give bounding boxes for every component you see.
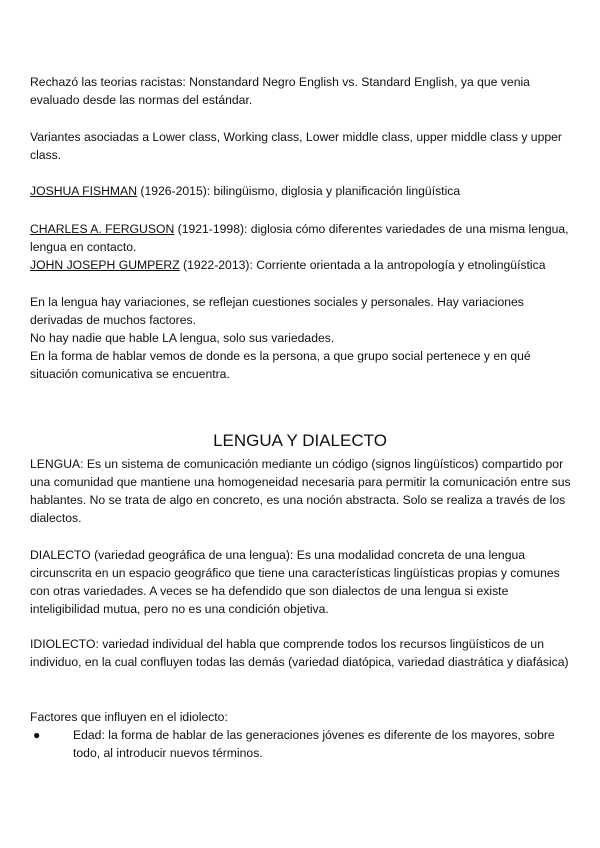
- author-desc-gumperz: (1922-2013): Corriente orientada a la antropología y etnolingüística: [179, 258, 546, 272]
- paragraph-dialecto-def: DIALECTO (variedad geográfica de una lengua): Es una modalidad concreta de una lengua circunscrita en un espacio geográfico que tiene una características lingüísticas propias y comunes con otras variedades. A veces se ha defendido que son dialectos de una lengua si existe inteligibilidad mutua, pero no es una condición objetiva.: [30, 548, 560, 616]
- paragraph-ferguson: [30, 220, 575, 256]
- author-desc-ferguson: (1921-1998): diglosia cómo diferentes variedades de una misma lengua, lengua en contacto.: [30, 222, 569, 254]
- paragraph-forma-hablar: En la forma de hablar vemos de donde es la persona, a que grupo social pertenece y en qué situación comunicativa se encuentra.: [30, 349, 531, 381]
- paragraph-lengua-def: LENGUA: Es un sistema de comunicación mediante un código (signos lingüísticos) compartido por una comunidad que mantiene una homogeneidad necesaria para permitir la comunicación entre sus hablantes. No se trata de algo en concreto, es una noción abstracta. Solo se realiza a través de los dialectos.: [30, 457, 571, 525]
- author-name-ferguson: CHARLES A. FERGUSON: [30, 222, 175, 236]
- paragraph-labov-rechazo: Rechazó las teorias racistas: Nonstandard Negro English vs. Standard English, ya que venia evaluado desde las normas del estándar.: [30, 75, 530, 107]
- bullet-icon: ●: [33, 728, 41, 742]
- author-name-gumperz: JOHN JOSEPH GUMPERZ: [30, 258, 180, 272]
- paragraph-gumperz: [30, 256, 575, 274]
- paragraph-idiolecto-def: IDIOLECTO: variedad individual del habla que comprende todos los recursos lingüísticos de un individuo, en la cual confluyen todas las demás (variedad diatópica, variedad diastrática y diafásica): [30, 637, 569, 669]
- author-desc-fishman: (1926-2015): bilingüismo, diglosia y planificación lingüística: [137, 184, 461, 198]
- paragraph-nadie-habla: No hay nadie que hable LA lengua, solo sus variedades.: [30, 331, 335, 345]
- paragraph-variaciones: En la lengua hay variaciones, se reflejan cuestiones sociales y personales. Hay variaciones derivadas de muchos factores.: [30, 295, 524, 327]
- section-title: LENGUA Y DIALECTO: [213, 431, 387, 450]
- paragraph-variantes-clases: Variantes asociadas a Lower class, Working class, Lower middle class, upper middle class y upper class.: [30, 130, 562, 162]
- author-name-fishman: JOSHUA FISHMAN: [30, 184, 137, 198]
- factores-heading: Factores que influyen en el idiolecto:: [30, 710, 228, 724]
- list-item-edad: Edad: la forma de hablar de las generaciones jóvenes es diferente de los mayores, sobre todo, al introducir nuevos términos.: [73, 728, 555, 760]
- paragraph-fishman: [30, 182, 575, 200]
